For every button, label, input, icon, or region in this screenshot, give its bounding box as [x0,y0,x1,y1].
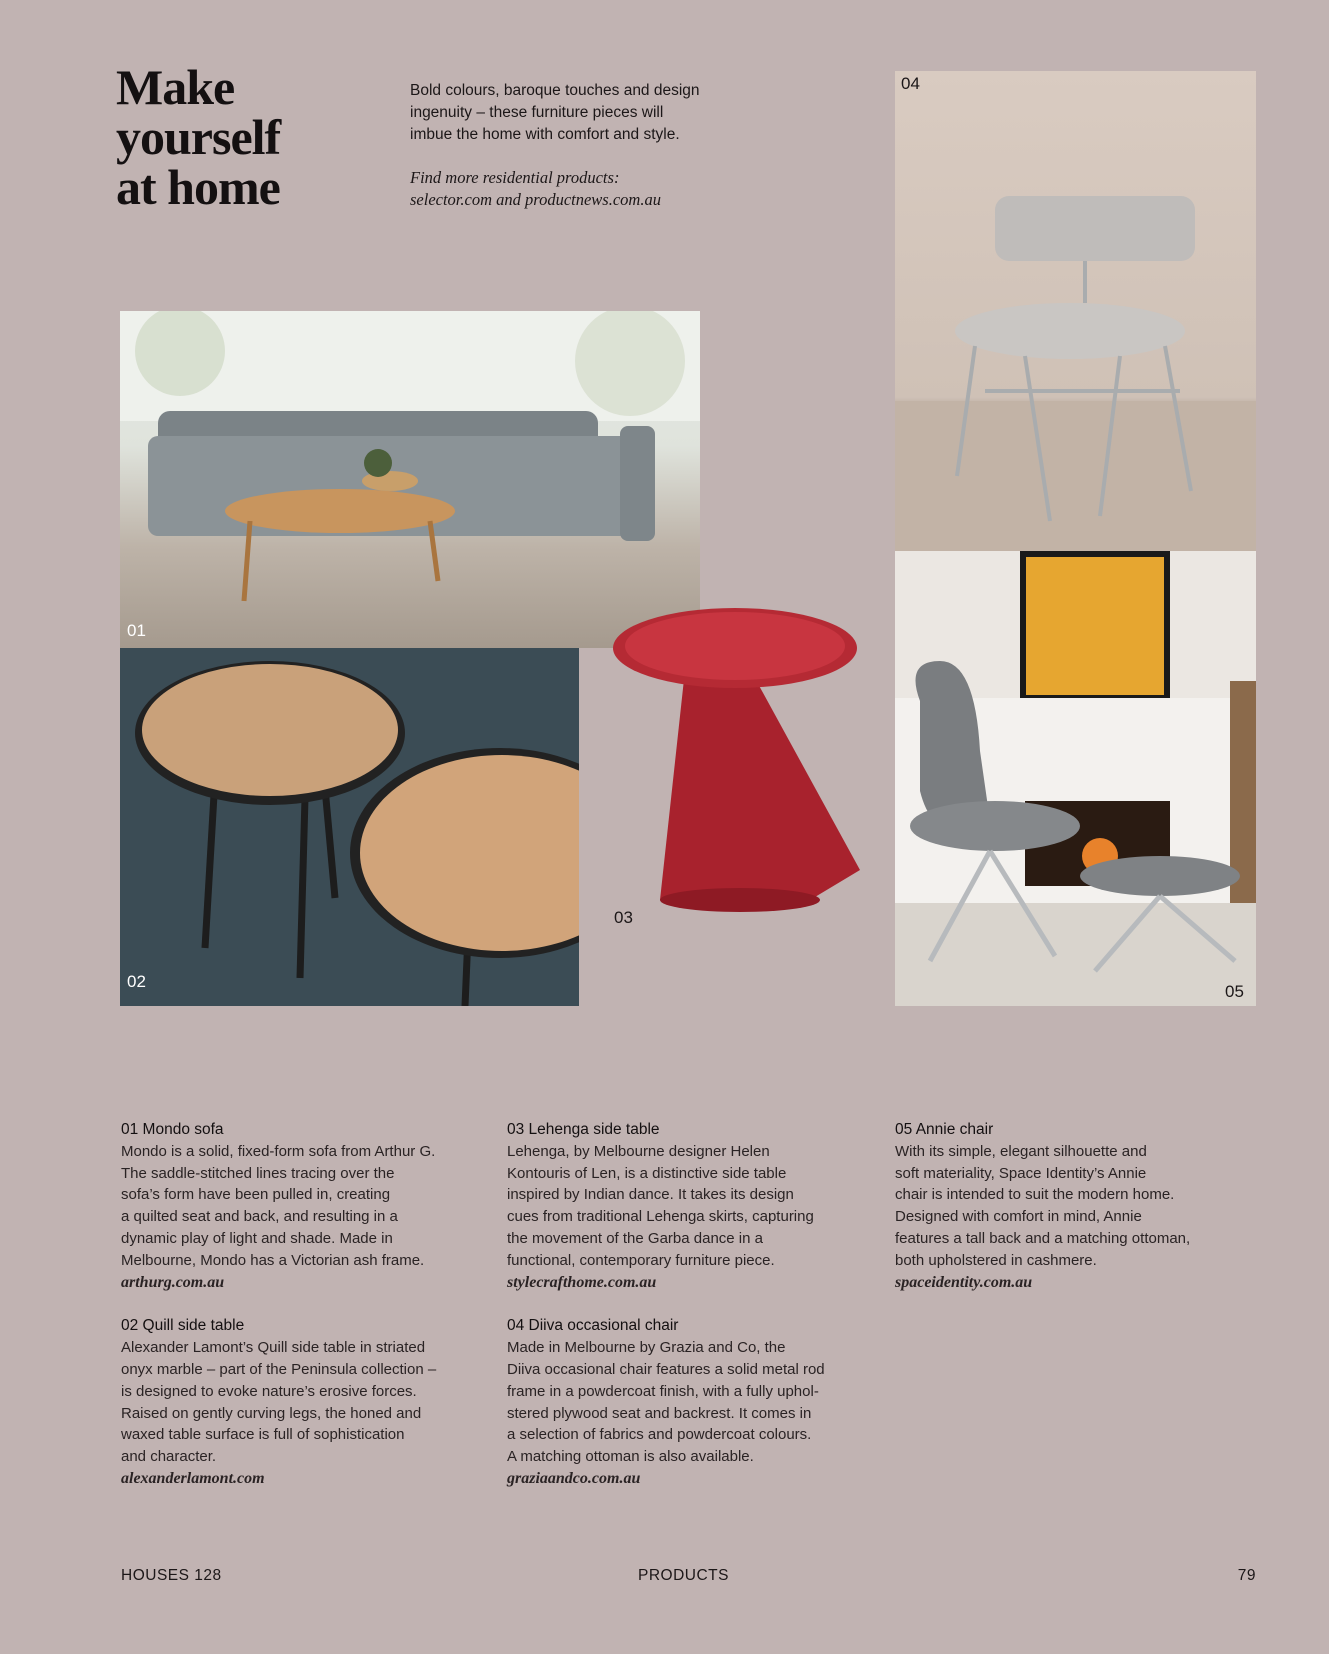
column-2 [507,1119,867,1512]
product-entry [121,1315,481,1489]
product-url[interactable]: arthurg.com.au [121,1273,225,1291]
column-3 [895,1119,1255,1315]
image-label: 03 [614,908,633,927]
photo-lehenga-table [600,600,895,960]
body-line: frame in a powdercoat finish, with a fully uphol- [507,1382,819,1400]
intro [410,80,790,211]
body-line: both upholstered in cashmere. [895,1251,1097,1269]
product-heading: 01 Mondo sofa [121,1121,224,1138]
product-url[interactable]: graziaandco.com.au [507,1469,641,1487]
title-line: Make [116,59,235,115]
body-line: waxed table surface is full of sophistication [121,1426,405,1444]
product-entry [507,1315,867,1489]
product-entry [895,1119,1255,1293]
body-line: sofa’s form have been pulled in, creating [121,1186,391,1204]
body-line: stered plywood seat and backrest. It comes in [507,1404,812,1422]
photo-annie-chair [895,551,1256,1006]
footer-issue: HOUSES 128 [121,1567,222,1584]
red-table-illustration [600,600,895,960]
title-line: at home [116,159,280,215]
find-links[interactable]: selector.com and productnews.com.au [410,190,661,209]
page-number: 79 [1237,1567,1256,1584]
body-line: is designed to evoke nature’s erosive forces. [121,1382,417,1400]
photo-mondo-sofa [120,311,700,648]
find-line: Find more residential products: [410,168,620,187]
body-line: Alexander Lamont’s Quill side table in striated [121,1339,426,1357]
body-line: Melbourne, Mondo has a Victorian ash frame. [121,1251,425,1269]
body-line: A matching ottoman is also available. [507,1448,754,1466]
sofa-illustration [120,311,700,648]
body-line: functional, contemporary furniture piece. [507,1251,775,1269]
product-entry [507,1119,867,1293]
body-line: The saddle-stitched lines tracing over the [121,1164,395,1182]
body-line: Made in Melbourne by Grazia and Co, the [507,1339,786,1357]
body-line: soft materiality, Space Identity’s Annie [895,1164,1147,1182]
body-line: a quilted seat and back, and resulting in a [121,1208,398,1226]
product-url[interactable]: stylecrafthome.com.au [507,1273,657,1291]
body-line: Designed with comfort in mind, Annie [895,1208,1142,1226]
body-line: cues from traditional Lehenga skirts, capturing [507,1208,814,1226]
body-line: the movement of the Garba dance in a [507,1229,763,1247]
find-more [410,167,790,211]
body-line: a selection of fabrics and powdercoat colours. [507,1426,812,1444]
body-line: chair is intended to suit the modern home. [895,1186,1175,1204]
body-line: onyx marble – part of the Peninsula collection – [121,1360,437,1378]
footer-section: PRODUCTS [638,1567,729,1584]
page-title [116,59,281,215]
body-line: Lehenga, by Melbourne designer Helen [507,1142,770,1160]
image-label: 01 [127,621,146,640]
body-line: Diiva occasional chair features a solid metal rod [507,1360,825,1378]
product-entry [121,1119,481,1293]
chair-illustration [895,71,1256,551]
product-url[interactable]: alexanderlamont.com [121,1469,265,1487]
image-label: 02 [127,972,146,991]
product-heading: 05 Annie chair [895,1121,994,1138]
body-line: With its simple, elegant silhouette and [895,1142,1147,1160]
title-line: yourself [116,109,281,165]
intro-line: Bold colours, baroque touches and design [410,82,700,99]
table-illustration [120,648,579,1006]
photo-quill-table [120,648,579,1006]
body-line: Kontouris of Len, is a distinctive side table [507,1164,787,1182]
body-line: features a tall back and a matching ottoman, [895,1229,1191,1247]
body-line: dynamic play of light and shade. Made in [121,1229,393,1247]
image-label: 04 [901,74,920,93]
intro-line: imbue the home with comfort and style. [410,126,680,143]
product-heading: 02 Quill side table [121,1317,245,1335]
annie-chair-illustration [895,551,1256,1006]
photo-diiva-chair [895,71,1256,551]
intro-line: ingenuity – these furniture pieces will [410,104,664,121]
body-line: Mondo is a solid, fixed-form sofa from Arthur G. [121,1142,436,1160]
body-line: Raised on gently curving legs, the honed and [121,1404,422,1422]
body-line: inspired by Indian dance. It takes its design [507,1186,794,1204]
product-heading: 03 Lehenga side table [507,1121,660,1138]
product-url[interactable]: spaceidentity.com.au [895,1273,1033,1291]
column-1 [121,1119,481,1512]
product-heading: 04 Diiva occasional chair [507,1317,679,1335]
body-line: and character. [121,1448,217,1466]
image-label: 05 [1225,982,1244,1001]
